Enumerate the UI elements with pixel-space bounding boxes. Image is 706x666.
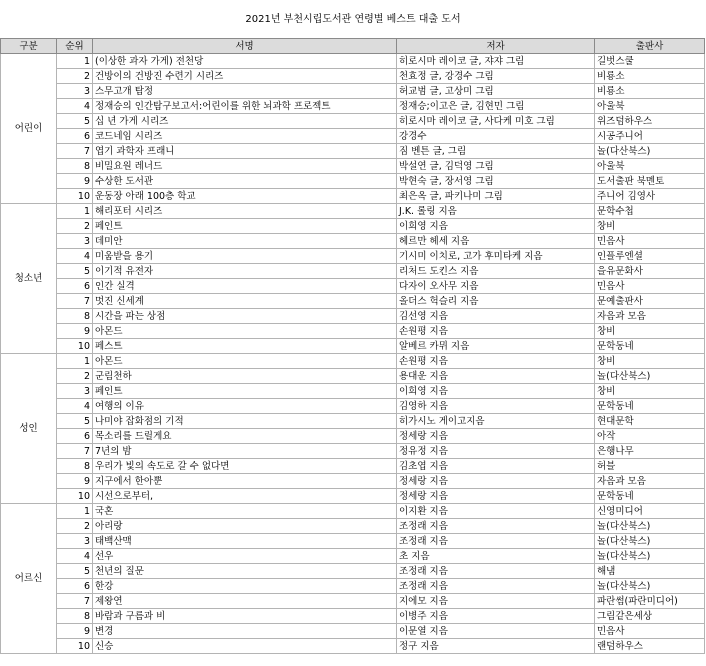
book-title-cell: 아몬드 (93, 324, 397, 339)
rank-cell: 8 (57, 159, 93, 174)
author-cell: 정세랑 지음 (397, 489, 595, 504)
table-row (1, 264, 705, 279)
publisher-cell: 길벗스쿨 (595, 54, 705, 69)
rank-cell: 6 (57, 429, 93, 444)
publisher-cell: 창비 (595, 354, 705, 369)
rank-cell: 4 (57, 99, 93, 114)
author-cell: 이병주 지음 (397, 609, 595, 624)
category-cell: 성인 (1, 354, 57, 504)
author-cell: 다자이 오사무 지음 (397, 279, 595, 294)
rank-cell: 6 (57, 279, 93, 294)
publisher-cell: 놀(다산북스) (595, 549, 705, 564)
table-row (1, 474, 705, 489)
author-cell: 이지환 지음 (397, 504, 595, 519)
table-row (1, 489, 705, 504)
table-row (1, 114, 705, 129)
book-title-cell: 멋진 신세계 (93, 294, 397, 309)
rank-cell: 1 (57, 204, 93, 219)
publisher-cell: 아작 (595, 429, 705, 444)
rank-cell: 6 (57, 579, 93, 594)
rank-cell: 7 (57, 594, 93, 609)
author-cell: 최은옥 글, 파키나미 그림 (397, 189, 595, 204)
rank-cell: 8 (57, 609, 93, 624)
rank-cell: 2 (57, 219, 93, 234)
publisher-cell: 놀(다산북스) (595, 579, 705, 594)
book-title-cell: 이기적 유전자 (93, 264, 397, 279)
table-row (1, 324, 705, 339)
table-row (1, 294, 705, 309)
category-cell: 어르신 (1, 504, 57, 654)
book-title-cell: 지구에서 한아뿐 (93, 474, 397, 489)
rank-cell: 5 (57, 114, 93, 129)
rank-cell: 4 (57, 549, 93, 564)
rank-cell: 8 (57, 309, 93, 324)
publisher-cell: 문예출판사 (595, 294, 705, 309)
table-row (1, 99, 705, 114)
table-row (1, 429, 705, 444)
publisher-cell: 비룡소 (595, 84, 705, 99)
publisher-cell: 창비 (595, 324, 705, 339)
table-row (1, 384, 705, 399)
author-cell: 박설연 글, 김덕영 그림 (397, 159, 595, 174)
publisher-cell: 민음사 (595, 279, 705, 294)
book-title-cell: 7년의 밤 (93, 444, 397, 459)
author-cell: 알베르 카뮈 지음 (397, 339, 595, 354)
author-cell: 손원평 지음 (397, 324, 595, 339)
book-title-cell: 페스트 (93, 339, 397, 354)
table-row (1, 594, 705, 609)
table-row (1, 174, 705, 189)
book-title-cell: 해리포터 시리즈 (93, 204, 397, 219)
publisher-cell: 그림같은세상 (595, 609, 705, 624)
publisher-cell: 문학동네 (595, 489, 705, 504)
table-row (1, 549, 705, 564)
book-title-cell: 데미안 (93, 234, 397, 249)
author-cell: 지에모 지음 (397, 594, 595, 609)
table-row (1, 504, 705, 519)
rank-cell: 10 (57, 339, 93, 354)
publisher-cell: 놀(다산북스) (595, 534, 705, 549)
table-row (1, 564, 705, 579)
author-cell: 이희영 지음 (397, 384, 595, 399)
table-row (1, 579, 705, 594)
author-cell: 박현숙 글, 장서영 그림 (397, 174, 595, 189)
header-row (1, 39, 705, 54)
table-row (1, 534, 705, 549)
publisher-cell: 자음과 모음 (595, 309, 705, 324)
rank-cell: 7 (57, 294, 93, 309)
rank-cell: 4 (57, 399, 93, 414)
bestseller-table (0, 38, 705, 654)
author-cell: 손원평 지음 (397, 354, 595, 369)
author-cell: 짐 벤튼 글, 그림 (397, 144, 595, 159)
publisher-cell: 민음사 (595, 624, 705, 639)
book-title-cell: 우리가 빛의 속도로 갈 수 없다면 (93, 459, 397, 474)
author-cell: 강경수 (397, 129, 595, 144)
table-row (1, 414, 705, 429)
rank-cell: 7 (57, 144, 93, 159)
book-title-cell: 비밀요원 레너드 (93, 159, 397, 174)
table-row (1, 219, 705, 234)
author-cell: 허교범 글, 고상미 그림 (397, 84, 595, 99)
publisher-cell: 파란썸(파란미디어) (595, 594, 705, 609)
author-cell: 이문열 지음 (397, 624, 595, 639)
publisher-cell: 문학동네 (595, 399, 705, 414)
rank-cell: 2 (57, 69, 93, 84)
rank-cell: 2 (57, 519, 93, 534)
table-row (1, 84, 705, 99)
table-row (1, 369, 705, 384)
book-title-cell: 목소리를 드릴게요 (93, 429, 397, 444)
author-cell: J.K. 롤링 지음 (397, 204, 595, 219)
publisher-cell: 을유문화사 (595, 264, 705, 279)
rank-cell: 8 (57, 459, 93, 474)
rank-cell: 3 (57, 384, 93, 399)
publisher-cell: 놀(다산북스) (595, 519, 705, 534)
author-cell: 히가시노 게이고지음 (397, 414, 595, 429)
rank-cell: 4 (57, 249, 93, 264)
book-title-cell: 변경 (93, 624, 397, 639)
table-row (1, 54, 705, 69)
publisher-cell: 은행나무 (595, 444, 705, 459)
publisher-cell: 허블 (595, 459, 705, 474)
book-title-cell: (이상한 과자 가게) 전천당 (93, 54, 397, 69)
table-row (1, 249, 705, 264)
book-title-cell: 한강 (93, 579, 397, 594)
book-title-cell: 페인트 (93, 384, 397, 399)
rank-cell: 3 (57, 84, 93, 99)
rank-cell: 2 (57, 369, 93, 384)
publisher-cell: 신영미디어 (595, 504, 705, 519)
publisher-cell: 아울북 (595, 159, 705, 174)
publisher-cell: 주니어 김영사 (595, 189, 705, 204)
book-title-cell: 시간을 파는 상점 (93, 309, 397, 324)
book-title-cell: 인간 실격 (93, 279, 397, 294)
category-cell: 청소년 (1, 204, 57, 354)
author-cell: 히로시마 레이코 글, 사다케 미호 그림 (397, 114, 595, 129)
book-title-cell: 건방이의 건방진 수련기 시리즈 (93, 69, 397, 84)
publisher-cell: 랜덤하우스 (595, 639, 705, 654)
author-cell: 정재승;이고은 글, 김현민 그림 (397, 99, 595, 114)
author-cell: 초 지음 (397, 549, 595, 564)
table-row (1, 159, 705, 174)
author-cell: 올더스 헉슬리 지음 (397, 294, 595, 309)
table-row (1, 204, 705, 219)
book-title-cell: 여행의 이유 (93, 399, 397, 414)
table-row (1, 144, 705, 159)
rank-cell: 1 (57, 54, 93, 69)
author-cell: 김초엽 지음 (397, 459, 595, 474)
rank-cell: 3 (57, 234, 93, 249)
header-rank: 순위 (57, 39, 93, 54)
publisher-cell: 시공주니어 (595, 129, 705, 144)
author-cell: 천효정 글, 강경수 그림 (397, 69, 595, 84)
publisher-cell: 창비 (595, 219, 705, 234)
rank-cell: 5 (57, 414, 93, 429)
table-row (1, 399, 705, 414)
author-cell: 정유정 지음 (397, 444, 595, 459)
rank-cell: 3 (57, 534, 93, 549)
author-cell: 이희영 지음 (397, 219, 595, 234)
book-title-cell: 제왕연 (93, 594, 397, 609)
rank-cell: 9 (57, 624, 93, 639)
author-cell: 조정래 지음 (397, 579, 595, 594)
table-row (1, 279, 705, 294)
publisher-cell: 비룡소 (595, 69, 705, 84)
publisher-cell: 창비 (595, 384, 705, 399)
header-category: 구분 (1, 39, 57, 54)
publisher-cell: 문학수첩 (595, 204, 705, 219)
author-cell: 히로시마 레이코 글, 쟈쟈 그림 (397, 54, 595, 69)
book-title-cell: 신승 (93, 639, 397, 654)
author-cell: 정세랑 지음 (397, 429, 595, 444)
table-row (1, 69, 705, 84)
author-cell: 조정래 지음 (397, 519, 595, 534)
rank-cell: 6 (57, 129, 93, 144)
book-title-cell: 나미야 잡화점의 기적 (93, 414, 397, 429)
book-title-cell: 수상한 도서관 (93, 174, 397, 189)
book-title-cell: 시선으로부터, (93, 489, 397, 504)
book-title-cell: 천년의 질문 (93, 564, 397, 579)
category-cell: 어린이 (1, 54, 57, 204)
publisher-cell: 문학동네 (595, 339, 705, 354)
table-row (1, 519, 705, 534)
publisher-cell: 놀(다산북스) (595, 144, 705, 159)
book-title-cell: 미움받을 용기 (93, 249, 397, 264)
rank-cell: 1 (57, 504, 93, 519)
author-cell: 리처드 도킨스 지음 (397, 264, 595, 279)
book-title-cell: 엽기 과학자 프래니 (93, 144, 397, 159)
book-title-cell: 선우 (93, 549, 397, 564)
book-title-cell: 코드네임 시리즈 (93, 129, 397, 144)
author-cell: 김선영 지음 (397, 309, 595, 324)
book-title-cell: 스무고개 탐정 (93, 84, 397, 99)
table-row (1, 129, 705, 144)
rank-cell: 9 (57, 174, 93, 189)
table-row (1, 609, 705, 624)
table-body (1, 54, 705, 654)
author-cell: 조정래 지음 (397, 534, 595, 549)
publisher-cell: 민음사 (595, 234, 705, 249)
table-row (1, 234, 705, 249)
publisher-cell: 인플루엔셜 (595, 249, 705, 264)
table-row (1, 339, 705, 354)
rank-cell: 9 (57, 324, 93, 339)
book-title-cell: 운동장 아래 100층 학교 (93, 189, 397, 204)
page-title: 2021년 부천시립도서관 연령별 베스트 대출 도서 (245, 14, 461, 25)
book-title-cell: 국혼 (93, 504, 397, 519)
author-cell: 정세랑 지음 (397, 474, 595, 489)
rank-cell: 10 (57, 189, 93, 204)
author-cell: 김영하 지음 (397, 399, 595, 414)
publisher-cell: 현대문학 (595, 414, 705, 429)
book-title-cell: 정재승의 인간탐구보고서:어린이를 위한 뇌과학 프로젝트 (93, 99, 397, 114)
book-title-cell: 아리랑 (93, 519, 397, 534)
author-cell: 헤르만 헤세 지음 (397, 234, 595, 249)
rank-cell: 10 (57, 639, 93, 654)
header-book-title: 서명 (93, 39, 397, 54)
book-title-cell: 페인트 (93, 219, 397, 234)
publisher-cell: 해냄 (595, 564, 705, 579)
rank-cell: 10 (57, 489, 93, 504)
table-row (1, 309, 705, 324)
rank-cell: 1 (57, 354, 93, 369)
publisher-cell: 자음과 모음 (595, 474, 705, 489)
header-publisher: 출판사 (595, 39, 705, 54)
table-row (1, 639, 705, 654)
book-title-cell: 십 년 가게 시리즈 (93, 114, 397, 129)
author-cell: 조정래 지음 (397, 564, 595, 579)
book-title-cell: 아몬드 (93, 354, 397, 369)
rank-cell: 5 (57, 564, 93, 579)
book-title-cell: 군림천하 (93, 369, 397, 384)
table-row (1, 189, 705, 204)
author-cell: 기시미 이치로, 고가 후미타케 지음 (397, 249, 595, 264)
table-row (1, 354, 705, 369)
table-row (1, 444, 705, 459)
publisher-cell: 위즈덤하우스 (595, 114, 705, 129)
header-author: 저자 (397, 39, 595, 54)
rank-cell: 7 (57, 444, 93, 459)
publisher-cell: 도서출판 북멘토 (595, 174, 705, 189)
publisher-cell: 놀(다산북스) (595, 369, 705, 384)
author-cell: 용대운 지음 (397, 369, 595, 384)
book-title-cell: 태백산맥 (93, 534, 397, 549)
table-row (1, 624, 705, 639)
rank-cell: 9 (57, 474, 93, 489)
table-row (1, 459, 705, 474)
book-title-cell: 바람과 구름과 비 (93, 609, 397, 624)
author-cell: 정구 지음 (397, 639, 595, 654)
rank-cell: 5 (57, 264, 93, 279)
publisher-cell: 아울북 (595, 99, 705, 114)
